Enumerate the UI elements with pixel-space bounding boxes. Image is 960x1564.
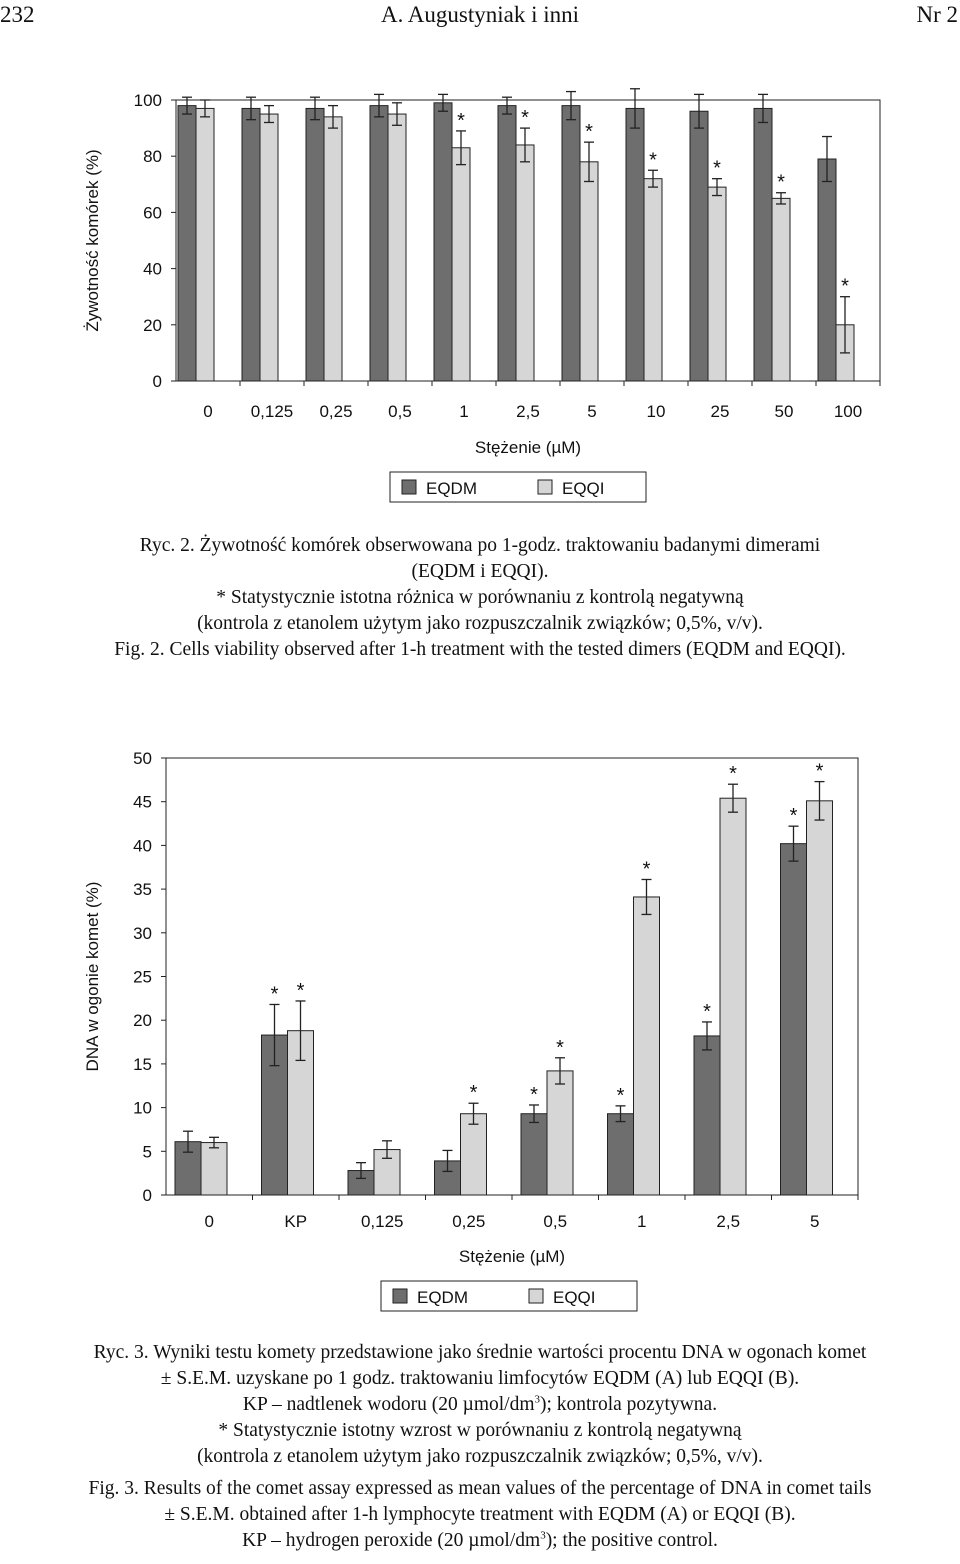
bar-eqdm	[498, 106, 516, 381]
caption-line: (EQDM i EQQI).	[411, 561, 549, 582]
figure-2-chart	[0, 75, 960, 515]
legend-swatch-eqdm	[393, 1289, 407, 1303]
x-tick-label: 1	[637, 1212, 647, 1231]
caption-line-english	[0, 1528, 960, 1554]
caption-text: KP – hydrogen peroxide (20 µmol/dm	[242, 1530, 541, 1551]
caption-line: (kontrola z etanolem użytym jako rozpuszczalnik związków; 0,5%, v/v).	[197, 613, 763, 634]
significance-marker: *	[270, 983, 279, 1006]
bar-eqdm	[370, 106, 388, 381]
y-tick-label: 80	[143, 147, 162, 167]
x-tick-label: 50	[774, 402, 794, 421]
significance-marker: *	[729, 763, 737, 786]
x-tick-label: 0	[204, 1212, 214, 1231]
caption-text: ); kontrola pozytywna.	[540, 1394, 718, 1415]
bar-eqqi	[547, 1071, 573, 1195]
bar-eqqi	[516, 145, 534, 381]
x-tick-label: 2,5	[516, 402, 540, 421]
significance-marker: *	[616, 1084, 625, 1107]
significance-marker: *	[556, 1036, 564, 1059]
significance-marker: *	[469, 1082, 478, 1105]
y-tick-label: 10	[133, 1098, 152, 1118]
legend-swatch-eqdm	[402, 480, 416, 494]
page-number: 232	[0, 2, 35, 27]
x-tick-label: 0,5	[543, 1212, 568, 1231]
y-tick-label: 0	[152, 372, 162, 391]
bar-eqqi	[580, 162, 598, 381]
x-tick-label: 0,25	[319, 402, 353, 421]
caption-line-english: ± S.E.M. obtained after 1-h lymphocyte treatment with EQDM (A) or EQQI (B).	[164, 1504, 796, 1525]
x-tick-label: 5	[810, 1212, 820, 1231]
y-tick-label: 45	[133, 792, 152, 812]
bar-eqqi	[388, 114, 406, 381]
caption-line: * Statystycznie istotna różnica w porównaniu z kontrolą negatywną	[216, 587, 744, 608]
significance-marker: *	[642, 858, 651, 881]
bar-eqqi	[708, 187, 726, 381]
bar-eqqi	[452, 148, 470, 381]
significance-marker: *	[530, 1083, 538, 1106]
caption-text: KP – nadtlenek wodoru (20 µmol/dm	[242, 1394, 535, 1415]
bar-eqqi	[772, 198, 790, 381]
figure-3-svg	[0, 735, 960, 1320]
significance-marker: *	[777, 171, 785, 194]
y-tick-label: 25	[133, 967, 152, 987]
superscript: 3	[540, 1529, 546, 1542]
bar-eqqi	[461, 1114, 487, 1195]
significance-marker: *	[841, 275, 849, 298]
legend-label-eqqi: EQQI	[553, 1288, 596, 1307]
bar-eqqi	[201, 1143, 227, 1195]
running-head-authors: A. Augustyniak i inni	[380, 2, 580, 27]
y-tick-label: 0	[142, 1186, 152, 1205]
caption-line: * Statystycznie istotny wzrost w porównaniu z kontrolą negatywną	[218, 1420, 742, 1441]
x-tick-label: 0,125	[250, 402, 294, 421]
bar-eqqi	[720, 798, 746, 1195]
y-axis-label: Żywotność komórek (%)	[83, 149, 102, 332]
bar-eqqi	[634, 897, 660, 1195]
bar-eqdm	[818, 159, 836, 381]
x-tick-label: 0,5	[388, 402, 412, 421]
x-tick-label: 0	[203, 402, 213, 421]
bar-eqqi	[324, 117, 342, 381]
legend-swatch-eqqi	[538, 480, 552, 494]
bar-eqqi	[644, 179, 662, 381]
x-tick-label: KP	[284, 1212, 308, 1231]
figure-2-svg	[0, 75, 960, 515]
superscript: 3	[534, 1393, 540, 1406]
caption-line: (kontrola z etanolem użytym jako rozpuszczalnik związków; 0,5%, v/v).	[197, 1446, 763, 1467]
x-tick-label: 2,5	[716, 1212, 741, 1231]
bar-eqdm	[562, 106, 580, 381]
caption-text: ); the positive control.	[545, 1530, 718, 1551]
caption-line-english: Fig. 3. Results of the comet assay expressed as mean values of the percentage of DNA in comet tails	[88, 1478, 872, 1499]
bar-eqqi	[260, 114, 278, 381]
bar-eqdm	[690, 111, 708, 381]
y-tick-label: 100	[133, 91, 162, 110]
y-tick-label: 50	[133, 749, 152, 768]
y-tick-label: 60	[143, 203, 162, 223]
y-tick-label: 20	[143, 315, 162, 335]
significance-marker: *	[296, 979, 305, 1002]
significance-marker: *	[713, 157, 721, 180]
y-tick-label: 15	[133, 1054, 152, 1074]
bar-eqqi	[807, 801, 833, 1195]
x-tick-label: 1	[459, 402, 469, 421]
bar-eqdm	[626, 108, 644, 381]
x-axis-label: Stężenie (µM)	[458, 1247, 566, 1266]
y-tick-label: 40	[133, 836, 152, 856]
bar-eqdm	[608, 1114, 634, 1195]
bar-eqdm	[306, 108, 324, 381]
bar-eqdm	[434, 103, 452, 381]
significance-marker: *	[585, 121, 593, 144]
y-tick-label: 35	[133, 880, 152, 900]
significance-marker: *	[649, 149, 657, 172]
y-tick-label: 20	[133, 1011, 152, 1031]
caption-line: Ryc. 2. Żywotność komórek obserwowana po 1-godz. traktowaniu badanymi dimerami	[139, 535, 821, 556]
significance-marker: *	[815, 760, 824, 783]
figure-3-caption	[0, 1340, 960, 1554]
bar-eqdm	[521, 1114, 547, 1195]
x-tick-label: 0,125	[360, 1212, 404, 1231]
issue-number: Nr 2	[916, 2, 958, 27]
y-tick-label: 40	[143, 259, 162, 279]
bar-eqdm	[178, 106, 196, 381]
bar-eqdm	[781, 844, 807, 1195]
caption-line: ± S.E.M. uzyskane po 1 godz. traktowaniu limfocytów EQDM (A) lub EQQI (B).	[160, 1368, 800, 1389]
caption-line-english: Fig. 2. Cells viability observed after 1-h treatment with the tested dimers (EQDM and EQQI).	[114, 639, 846, 660]
figure-2-caption	[0, 533, 960, 663]
figure-3-chart	[0, 735, 960, 1320]
y-tick-label: 30	[133, 923, 152, 943]
x-tick-label: 10	[646, 402, 666, 421]
legend-label-eqqi: EQQI	[562, 479, 605, 498]
caption-line: Ryc. 3. Wyniki testu komety przedstawione jako średnie wartości procentu DNA w ogonach komet	[93, 1342, 867, 1363]
legend-label-eqdm: EQDM	[426, 479, 477, 498]
bar-eqqi	[196, 108, 214, 381]
bar-eqdm	[242, 108, 260, 381]
bar-eqdm	[694, 1036, 720, 1195]
x-tick-label: 25	[710, 402, 730, 421]
x-axis-label: Stężenie (µM)	[474, 438, 582, 457]
x-tick-label: 0,25	[452, 1212, 486, 1231]
significance-marker: *	[457, 109, 465, 132]
significance-marker: *	[703, 1000, 711, 1023]
bar-eqdm	[754, 108, 772, 381]
x-tick-label: 5	[587, 402, 597, 421]
significance-marker: *	[789, 805, 798, 828]
x-tick-label: 100	[833, 402, 863, 421]
y-tick-label: 5	[142, 1142, 152, 1162]
legend-swatch-eqqi	[529, 1289, 543, 1303]
significance-marker: *	[521, 107, 529, 130]
y-axis-label: DNA w ogonie komet (%)	[83, 881, 102, 1072]
legend-label-eqdm: EQDM	[417, 1288, 468, 1307]
caption-line	[0, 1392, 960, 1418]
